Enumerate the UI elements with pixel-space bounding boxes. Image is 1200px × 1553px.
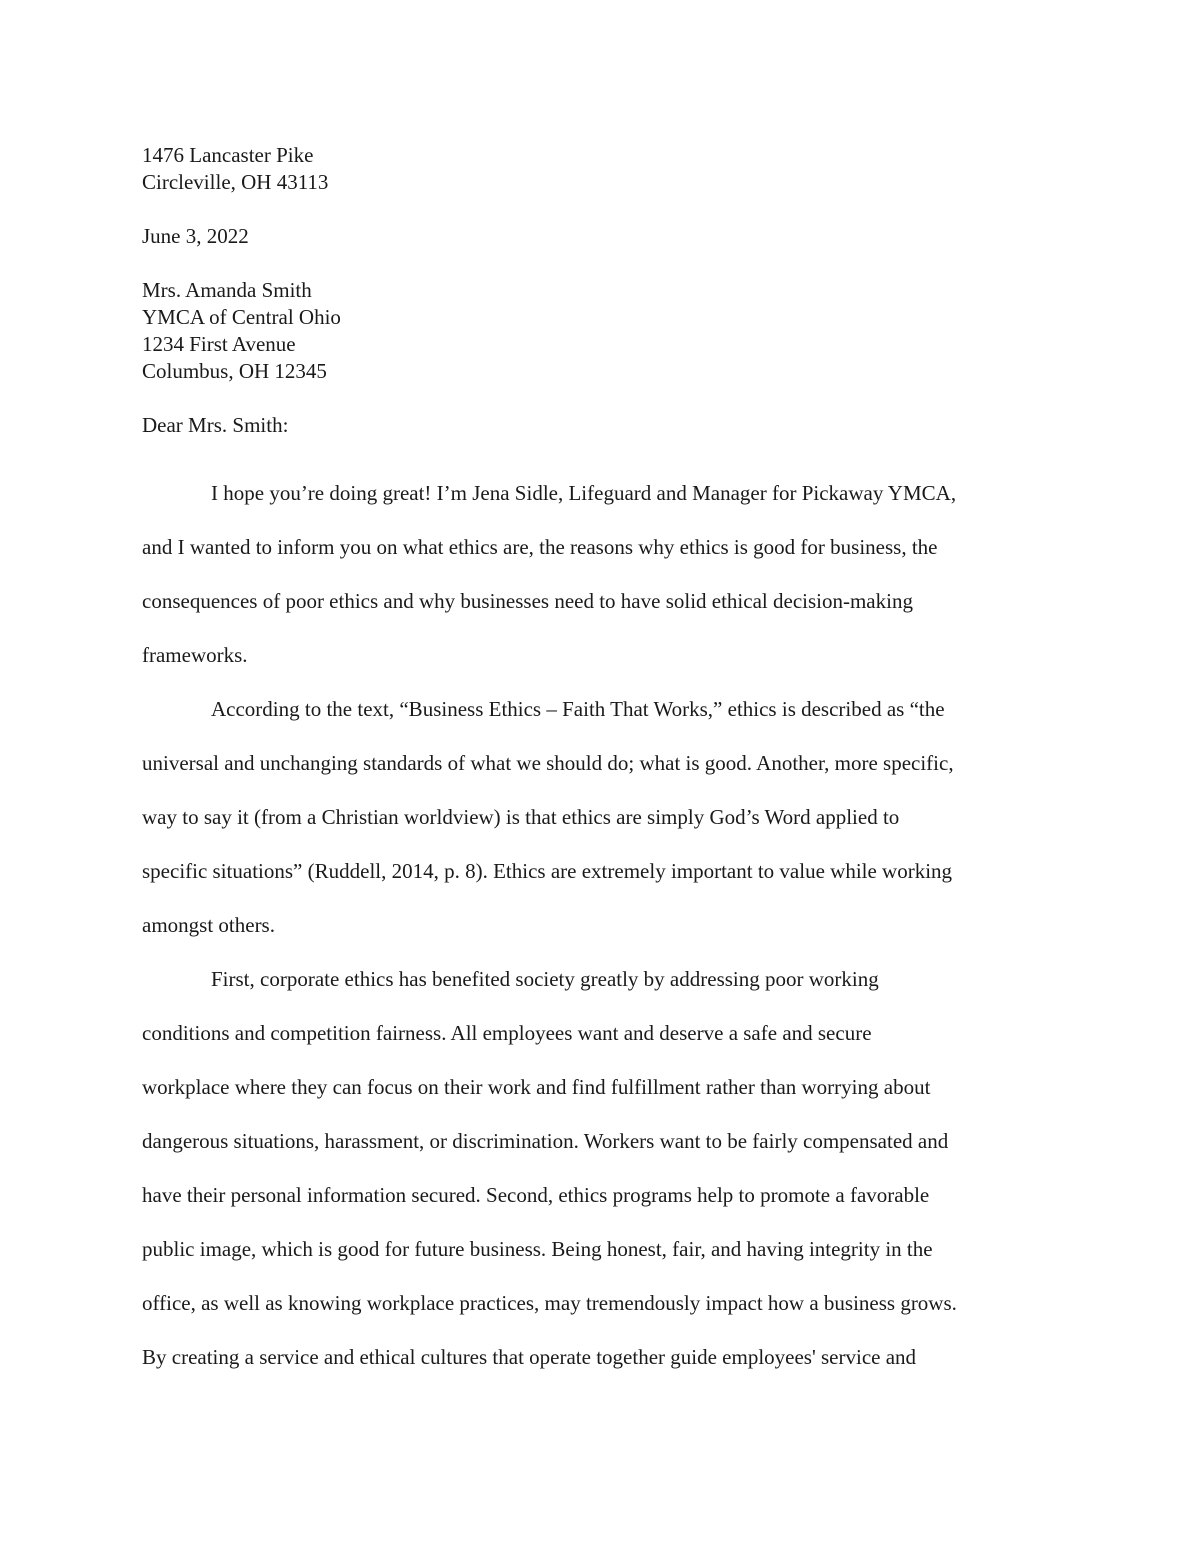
recipient-street: 1234 First Avenue	[142, 332, 296, 356]
paragraph-line: workplace where they can focus on their work and find fulfillment rather than worrying about	[142, 1075, 931, 1099]
paragraph-line: consequences of poor ethics and why businesses need to have solid ethical decision-making	[142, 589, 913, 613]
paragraph-line: dangerous situations, harassment, or discrimination. Workers want to be fairly compensated and	[142, 1129, 949, 1153]
salutation-block	[142, 412, 1062, 439]
body-paragraph-1	[142, 466, 1062, 682]
letter-body	[142, 466, 1062, 1384]
paragraph-line: frameworks.	[142, 643, 248, 667]
sender-address	[142, 142, 1062, 196]
paragraph-line: public image, which is good for future business. Being honest, fair, and having integrity in the	[142, 1237, 933, 1261]
paragraph-line: way to say it (from a Christian worldview) is that ethics are simply God’s Word applied to	[142, 805, 900, 829]
paragraph-line: First, corporate ethics has benefited society greatly by addressing poor working	[211, 967, 879, 991]
paragraph-line: According to the text, “Business Ethics – Faith That Works,” ethics is described as “the	[211, 697, 945, 721]
body-paragraph-3	[142, 952, 1062, 1384]
recipient-address	[142, 277, 1062, 385]
letter-date: June 3, 2022	[142, 224, 249, 248]
paragraph-line: conditions and competition fairness. All employees want and deserve a safe and secure	[142, 1021, 872, 1045]
recipient-name: Mrs. Amanda Smith	[142, 278, 312, 302]
letter-date-block	[142, 223, 1062, 250]
paragraph-line: amongst others.	[142, 913, 275, 937]
recipient-city-line: Columbus, OH 12345	[142, 359, 327, 383]
recipient-organization: YMCA of Central Ohio	[142, 305, 341, 329]
paragraph-line: have their personal information secured. Second, ethics programs help to promote a favorable	[142, 1183, 930, 1207]
body-paragraph-2	[142, 682, 1062, 952]
paragraph-line: I hope you’re doing great! I’m Jena Sidle, Lifeguard and Manager for Pickaway YMCA,	[211, 481, 957, 505]
paragraph-line: and I wanted to inform you on what ethics are, the reasons why ethics is good for business, the	[142, 535, 938, 559]
paragraph-line: By creating a service and ethical cultures that operate together guide employees' service and	[142, 1345, 917, 1369]
paragraph-line: specific situations” (Ruddell, 2014, p. 8). Ethics are extremely important to value while working	[142, 859, 953, 883]
sender-street: 1476 Lancaster Pike	[142, 143, 314, 167]
sender-city-line: Circleville, OH 43113	[142, 170, 329, 194]
paragraph-line: office, as well as knowing workplace practices, may tremendously impact how a business grows.	[142, 1291, 957, 1315]
paragraph-line: universal and unchanging standards of what we should do; what is good. Another, more specific,	[142, 751, 954, 775]
salutation: Dear Mrs. Smith:	[142, 413, 289, 437]
